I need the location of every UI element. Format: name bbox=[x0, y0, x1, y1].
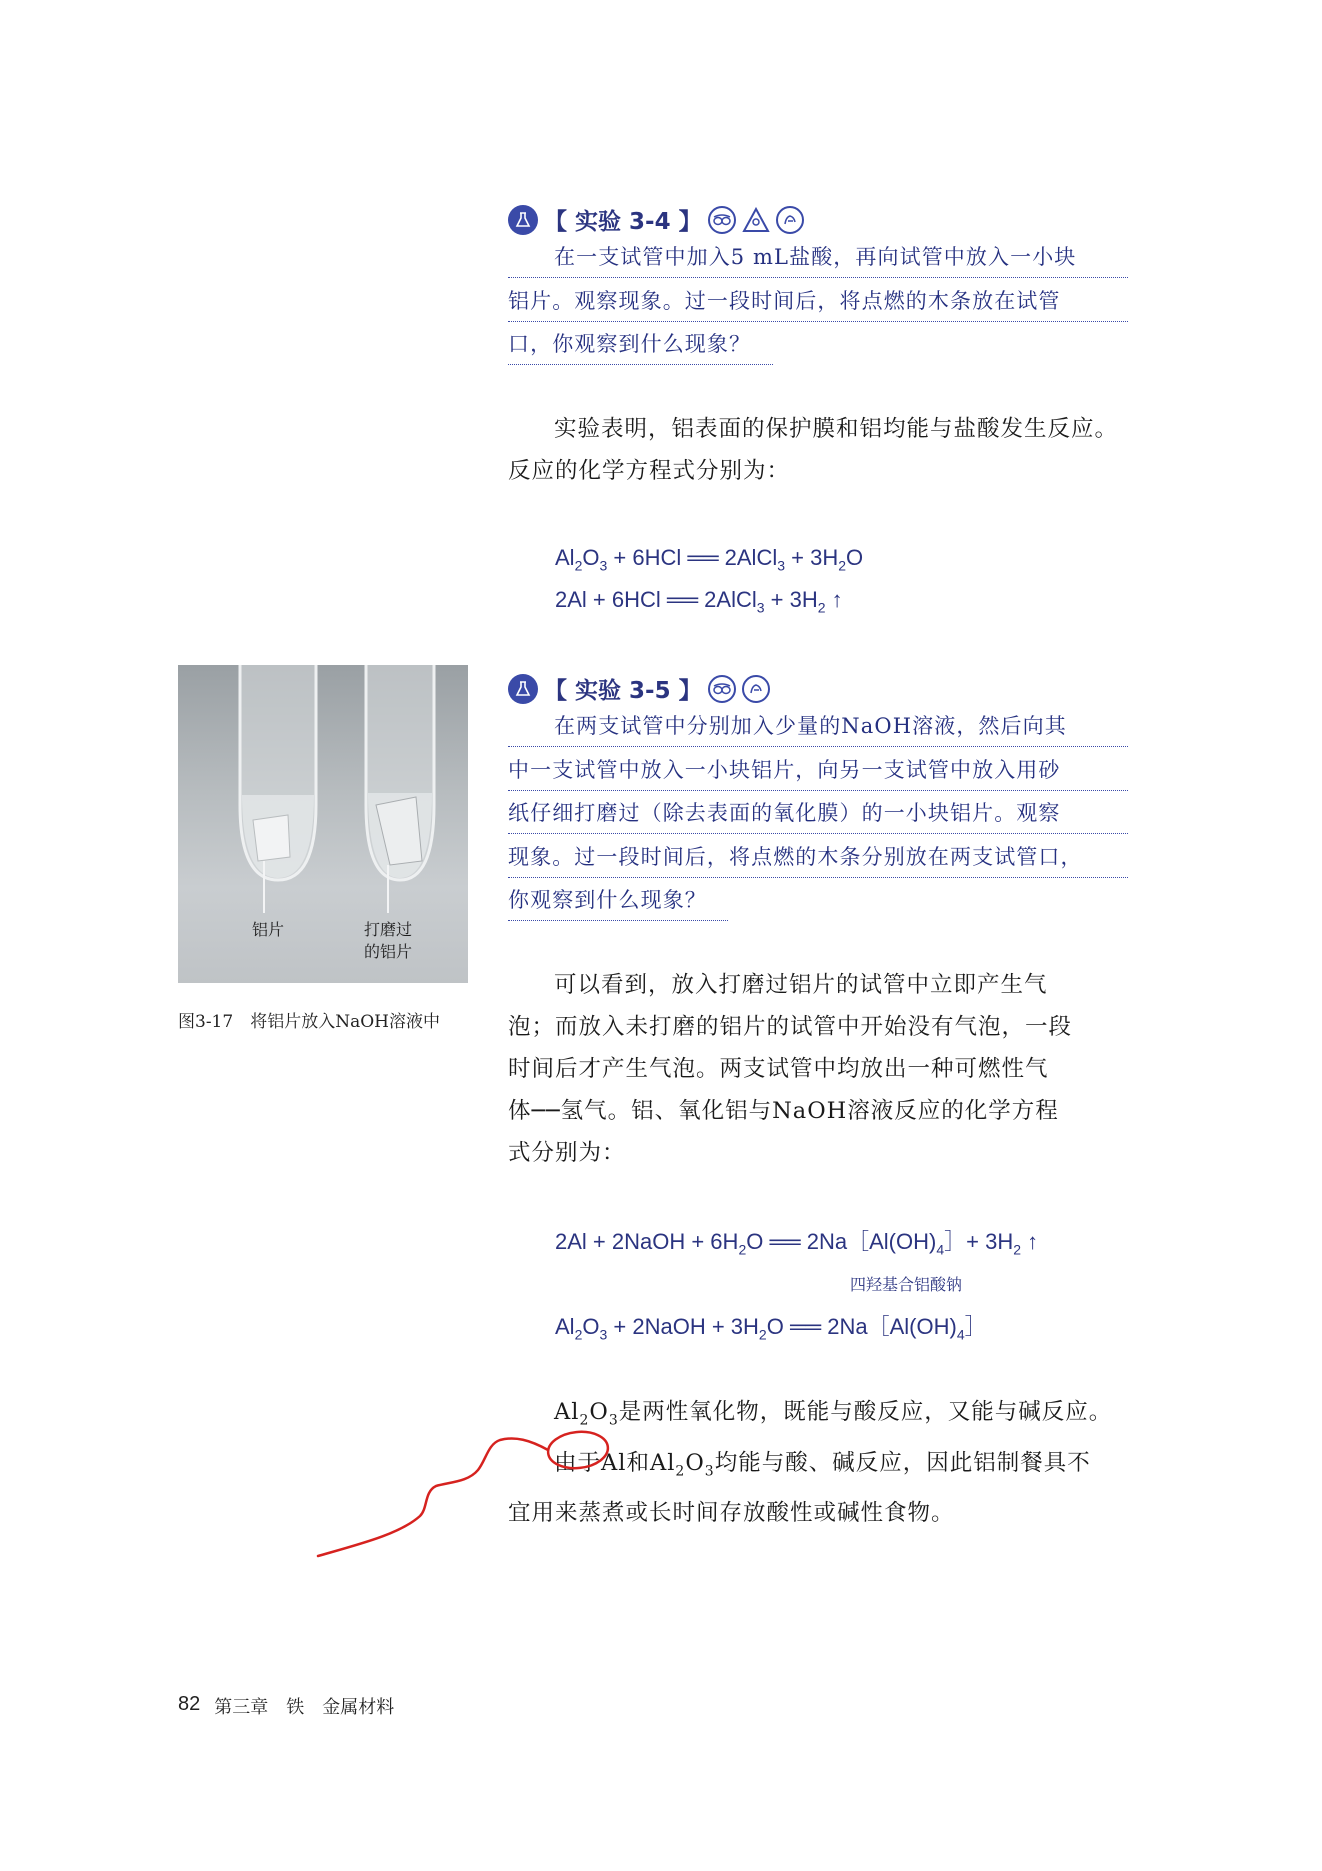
paragraph-line: 反应的化学方程式分别为： bbox=[508, 458, 791, 484]
page-footer bbox=[178, 1693, 394, 1719]
experiment-line: 现象。过一段时间后，将点燃的木条分别放在两支试管口， bbox=[508, 837, 1128, 878]
equation-1: $Al_2O_3 + 6HCl$ ══ 2AlCl$_3$ + $3H_2O$ bbox=[555, 545, 864, 574]
experiment-line: 铝片。观察现象。过一段时间后，将点燃的木条放在试管 bbox=[508, 281, 1128, 322]
flask-icon bbox=[508, 205, 538, 235]
fire-hazard-icon bbox=[742, 206, 770, 234]
experiment-3-4-title: 【 实验 3-4 】 bbox=[544, 209, 702, 235]
page-number: 82 bbox=[178, 1693, 201, 1715]
flask-icon bbox=[508, 674, 538, 704]
paragraph-line: 泡；而放入未打磨的铝片的试管中开始没有气泡，一段 bbox=[508, 1014, 1073, 1040]
experiment-line: 纸仔细打磨过（除去表面的氧化膜）的一小块铝片。观察 bbox=[508, 793, 1128, 834]
paragraph-line: 式分别为： bbox=[508, 1140, 626, 1166]
paragraph-line: 宜用来蒸煮或长时间存放酸性或碱性食物。 bbox=[508, 1500, 955, 1526]
paragraph-line: 实验表明，铝表面的保护膜和铝均能与盐酸发生反应。 bbox=[554, 416, 1119, 442]
circled-word: 由于 bbox=[554, 1449, 602, 1476]
equation-4: $Al_2O_3$ + 2NaOH + $3H_2O$ ══ $2Na[Al(OH)_4]$ bbox=[555, 1314, 987, 1343]
label-aluminum-sheet: 铝片 bbox=[251, 920, 284, 939]
experiment-line: 中一支试管中放入一小块铝片，向另一支试管中放入用砂 bbox=[508, 750, 1128, 791]
experiment-3-5-header bbox=[508, 672, 770, 705]
paragraph-3 bbox=[508, 1391, 1128, 1534]
goggles-icon bbox=[708, 206, 736, 234]
paragraph-line: 时间后才产生气泡。两支试管中均放出一种可燃性气 bbox=[508, 1056, 1049, 1082]
paragraph-line: 体──氢气。铝、氧化铝与NaOH溶液反应的化学方程 bbox=[508, 1098, 1059, 1124]
equation-3: 2Al + 2NaOH + $6H_2O$ ══ $2Na[Al(OH)_4]+ 3H_2$ ↑ bbox=[555, 1229, 1039, 1258]
paragraph-line: 可以看到，放入打磨过铝片的试管中立即产生气 bbox=[554, 972, 1048, 998]
equation-3-note: 四羟基合铝酸钠 bbox=[850, 1275, 963, 1294]
goggles-icon bbox=[708, 675, 736, 703]
experiment-line: 你观察到什么现象？ bbox=[508, 880, 728, 921]
equation-2: 2Al + 6HCl ══ 2AlCl$_3$ + $3H_2$ ↑ bbox=[555, 587, 843, 616]
experiment-3-5-title: 【 实验 3-5 】 bbox=[544, 678, 702, 704]
experiment-3-4-header bbox=[508, 203, 804, 236]
test-tube-photo bbox=[178, 665, 468, 983]
paragraph-line: $Al_2O_3$是两性氧化物，既能与酸反应，又能与碱反应。 bbox=[554, 1399, 1113, 1429]
experiment-line: 在两支试管中分别加入少量的NaOH溶液，然后向其 bbox=[508, 706, 1128, 747]
experiment-line: 口，你观察到什么现象？ bbox=[508, 324, 773, 365]
label-polished-aluminum bbox=[348, 919, 428, 963]
experiment-line: 在一支试管中加入5 mL盐酸，再向试管中放入一小块 bbox=[508, 237, 1128, 278]
chapter-title: 第三章 铁 金属材料 bbox=[214, 1697, 395, 1718]
paragraph-line: 由于Al和$Al_2O_3$均能与酸、碱反应，因此铝制餐具不 bbox=[554, 1449, 1091, 1479]
experiment-3-5-text bbox=[508, 706, 1128, 924]
paragraph-2 bbox=[508, 964, 1128, 1174]
paragraph-1 bbox=[508, 408, 1128, 492]
figure-caption: 图3-17 将铝片放入NaOH溶液中 bbox=[178, 1012, 440, 1032]
label-polished-line-1: 打磨过 bbox=[363, 920, 412, 939]
label-polished-line-2: 的铝片 bbox=[363, 942, 412, 961]
hand-wash-icon bbox=[742, 675, 770, 703]
experiment-3-4-text bbox=[508, 237, 1128, 368]
hand-wash-icon bbox=[776, 206, 804, 234]
